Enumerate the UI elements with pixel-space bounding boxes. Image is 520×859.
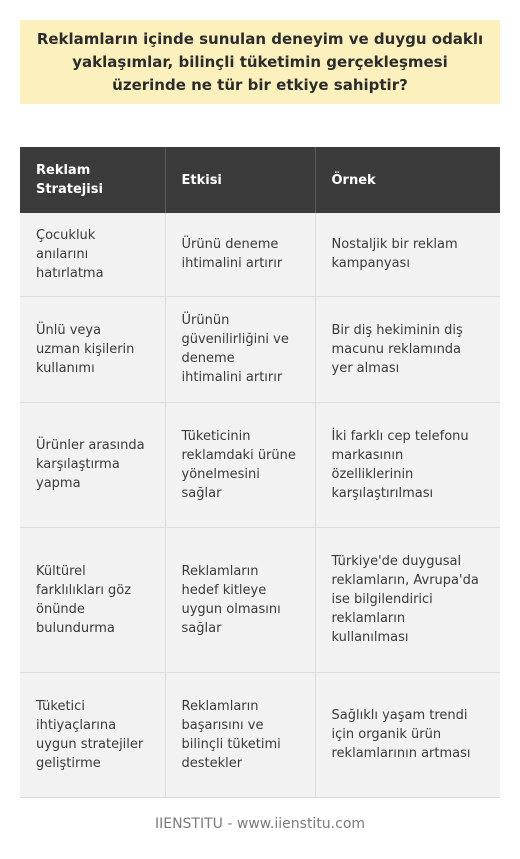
table-row: [20, 213, 500, 296]
cell-example: Türkiye'de duygusal reklamların, Avrupa'da ise bilgilendirici reklamların kullanılması: [315, 527, 500, 672]
cell-effect: Reklamların hedef kitleye uygun olmasını sağlar: [165, 527, 315, 672]
header-example: Örnek: [315, 147, 500, 213]
question-banner: [20, 20, 500, 104]
cell-strategy: Tüketici ihtiyaçlarına uygun stratejiler geliştirme: [20, 672, 165, 797]
table-row: [20, 672, 500, 797]
site-footer: IIENSTITU - www.iienstitu.com: [154, 816, 366, 832]
cell-example: Bir diş hekiminin diş macunu reklamında yer alması: [315, 296, 500, 402]
cell-effect: Reklamların başarısını ve bilinçli tüketimi destekler: [165, 672, 315, 797]
strategy-table: [20, 147, 500, 798]
cell-strategy: Ürünler arasında karşılaştırma yapma: [20, 402, 165, 527]
table-row: [20, 296, 500, 402]
cell-example: İki farklı cep telefonu markasının özelliklerinin karşılaştırılması: [315, 402, 500, 527]
header-strategy: Reklam Stratejisi: [20, 147, 165, 213]
cell-strategy: Çocukluk anılarını hatırlatma: [20, 213, 165, 296]
table-row: [20, 402, 500, 527]
cell-effect: Tüketicinin reklamdaki ürüne yönelmesini sağlar: [165, 402, 315, 527]
cell-effect: Ürünü deneme ihtimalini artırır: [165, 213, 315, 296]
cell-effect: Ürünün güvenilirliğini ve deneme ihtimalini artırır: [165, 296, 315, 402]
table-header-row: [20, 147, 500, 213]
cell-example: Sağlıklı yaşam trendi için organik ürün reklamlarının artması: [315, 672, 500, 797]
cell-strategy: Ünlü veya uzman kişilerin kullanımı: [20, 296, 165, 402]
header-effect: Etkisi: [165, 147, 315, 213]
cell-example: Nostaljik bir reklam kampanyası: [315, 213, 500, 296]
question-title: Reklamların içinde sunulan deneyim ve duygu odaklı yaklaşımlar, bilinçli tüketimin gerçekleşmesi üzerinde ne tür bir etkiye sahiptir?: [36, 29, 484, 94]
table-row: [20, 527, 500, 672]
cell-strategy: Kültürel farklılıkları göz önünde bulundurma: [20, 527, 165, 672]
